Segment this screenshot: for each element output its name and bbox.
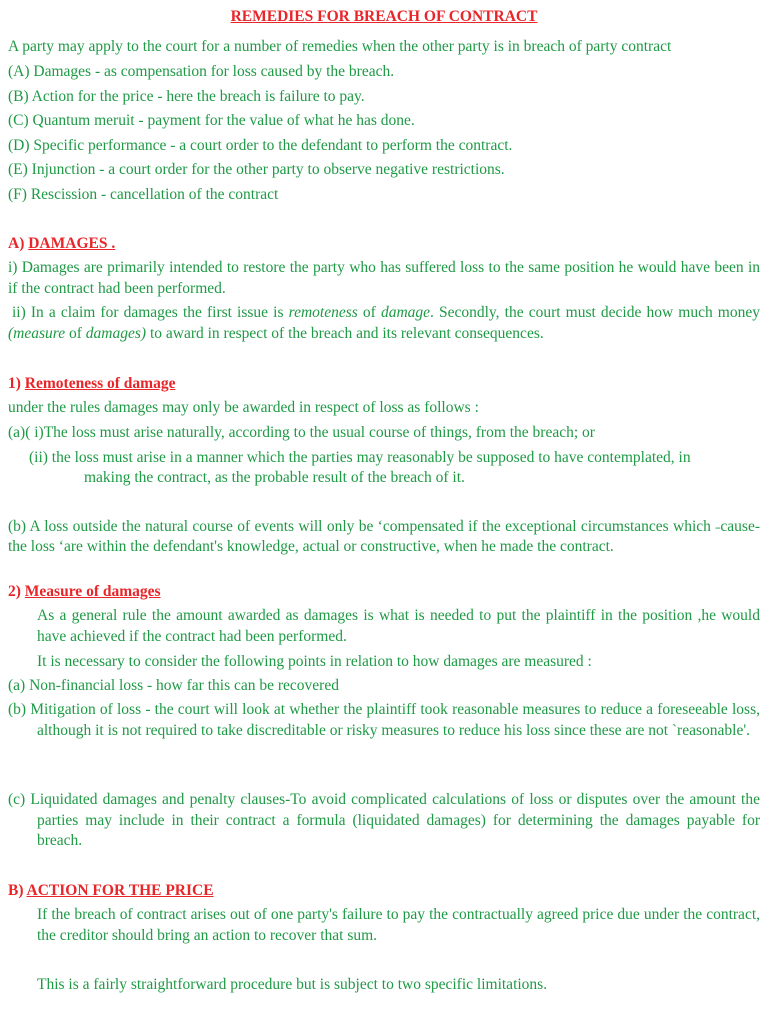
remedy-item: (F) Rescission - cancellation of the contract <box>8 186 279 203</box>
measure-point-a: (a) Non-financial loss - how far this can be recovered <box>8 677 339 694</box>
section-a-title: DAMAGES . <box>28 235 116 252</box>
section-b-paragraph-2: This is a fairly straightforward procedure but is subject to two specific limitations. <box>37 976 548 993</box>
measure-heading <box>8 582 760 602</box>
section-a-paragraph-2: ii) In a claim for damages the first issue is remoteness of damage. Secondly, the court must decide how much money (measure of damages) to award in respect of the breach and its relevant consequences. <box>8 304 760 342</box>
remedy-item: (C) Quantum meruit - payment for the value of what he has done. <box>8 112 415 129</box>
section-a-prefix: A) <box>8 235 25 252</box>
remoteness-prefix: 1) <box>8 375 21 392</box>
measure-point-b: (b) Mitigation of loss - the court will look at whether the plaintiff took reasonable measures to reduce a foreseeable loss, although it is not required to take discreditable or risky measures to reduce his loss since these are not `reasonable'. <box>8 701 760 739</box>
measure-point-c: (c) Liquidated damages and penalty clauses-To avoid complicated calculations of loss or disputes over the amount the parties may include in their contract a formula (liquidated damages) for determining the damages payable for breach. <box>8 791 760 849</box>
measure-title: Measure of damages <box>24 583 161 600</box>
measure-paragraph-2: It is necessary to consider the following points in relation to how damages are measured : <box>37 653 592 670</box>
remedy-item: (B) Action for the price - here the breach is failure to pay. <box>8 88 365 105</box>
intro-text: A party may apply to the court for a number of remedies when the other party is in breach of party contract <box>8 38 672 55</box>
remedy-item: (E) Injunction - a court order for the other party to observe negative restrictions. <box>8 161 505 178</box>
remedy-item: (A) Damages - as compensation for loss caused by the breach. <box>8 63 395 80</box>
section-b-heading <box>8 881 760 901</box>
remoteness-line: (ii) the loss must arise in a manner which the parties may reasonably be supposed to have contemplated, in <box>29 449 691 466</box>
remoteness-heading <box>8 374 760 394</box>
section-b-prefix: B) <box>8 882 24 899</box>
section-b-title: ACTION FOR THE PRICE <box>26 882 214 899</box>
remoteness-line: (a)( i)The loss must arise naturally, according to the usual course of things, from the breach; or <box>8 424 595 441</box>
remoteness-b-paragraph: (b) A loss outside the natural course of events will only be ‘compensated if the exceptional circumstances which ˗cause-the loss ‘are within the defendant's knowledge, actual or constructive, when he made the contract. <box>8 518 760 555</box>
remoteness-title: Remoteness of damage <box>24 375 176 392</box>
section-b-paragraph-1: If the breach of contract arises out of one party's failure to pay the contractually agreed price due under the contract, the creditor should bring an action to recover that sum. <box>37 906 760 944</box>
measure-prefix: 2) <box>8 583 21 600</box>
remoteness-line: making the contract, as the probable result of the breach of it. <box>84 469 465 486</box>
page-title: REMEDIES FOR BREACH OF CONTRACT <box>230 8 538 25</box>
measure-paragraph-1: As a general rule the amount awarded as damages is what is needed to put the plaintiff in the position ,he would have achieved if the contract had been performed. <box>37 607 760 645</box>
remedy-item: (D) Specific performance - a court order to the defendant to perform the contract. <box>8 137 513 154</box>
section-a-heading <box>8 234 760 254</box>
section-a-paragraph-1: i) Damages are primarily intended to restore the party who has suffered loss to the same position he would have been in if the contract had been performed. <box>8 259 760 297</box>
remoteness-line: under the rules damages may only be awarded in respect of loss as follows : <box>8 399 479 416</box>
